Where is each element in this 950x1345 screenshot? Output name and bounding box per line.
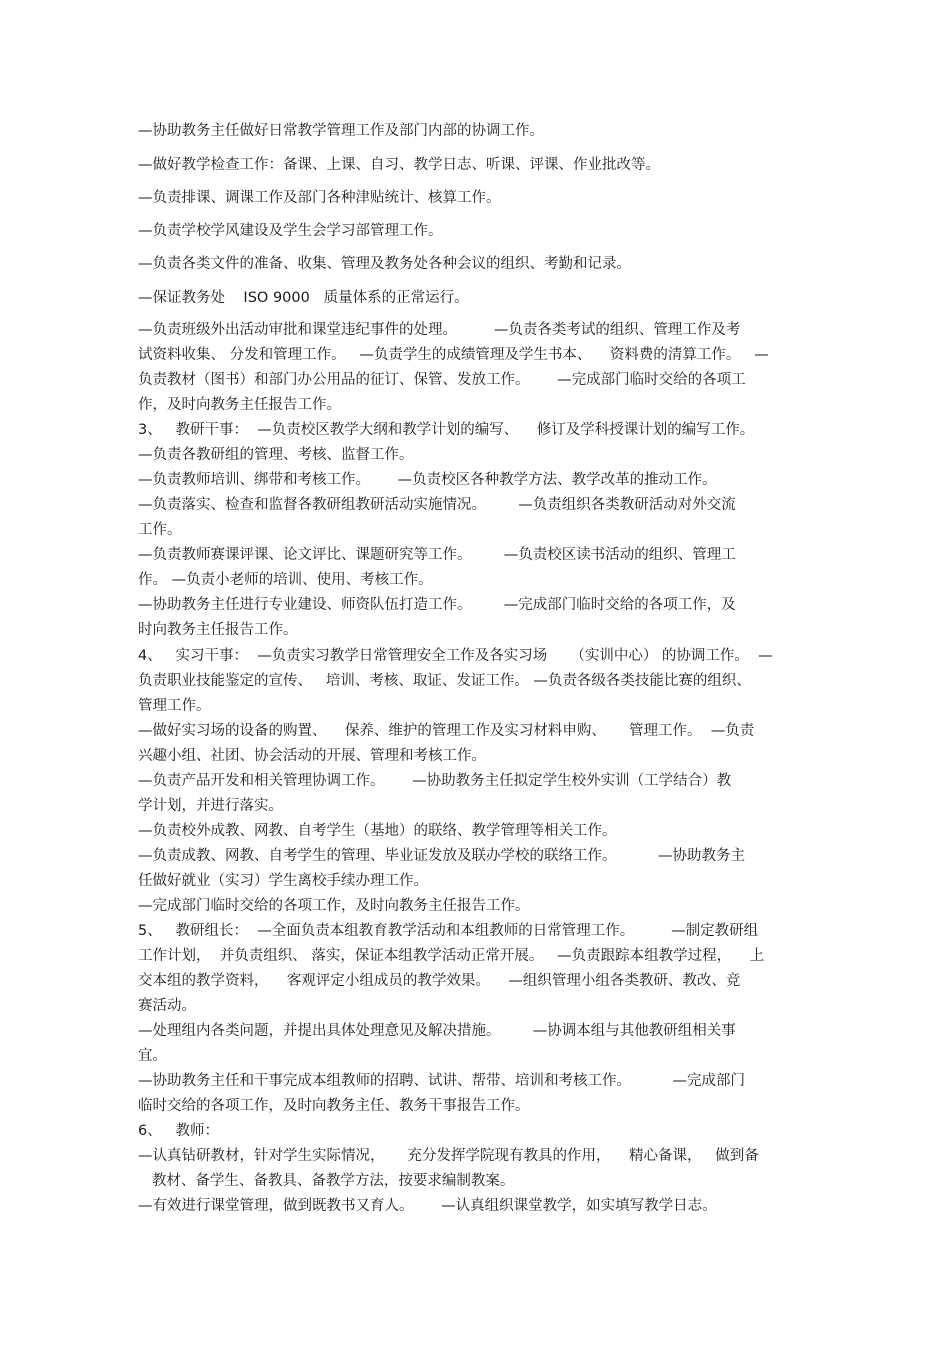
text-line: —负责学校学风建设及学生会学习部管理工作。 (138, 223, 443, 239)
text-line: 5、 教研组长： —全面负责本组教育教学活动和本组教师的日常管理工作。 —制定教研组 (138, 923, 759, 939)
text-line: 3、 教研干事： —负责校区教学大纲和教学计划的编写、 修订及学科授课计划的编写工作。 (138, 422, 755, 438)
text-line: —做好实习场的设备的购置、 保养、维护的管理工作及实习材料申购、 管理工作。 —负责 (138, 723, 755, 739)
text-line: —负责成教、网教、自考学生的管理、毕业证发放及联办学校的联络工作。 —协助教务主 (138, 848, 745, 864)
text-line: —负责各类文件的准备、收集、管理及教务处各种会议的组织、考勤和记录。 (138, 256, 631, 272)
text-line: 任做好就业（实习）学生离校手续办理工作。 (138, 873, 428, 889)
text-line: —负责班级外出活动审批和课堂违纪事件的处理。 —负责各类考试的组织、管理工作及考 (138, 322, 741, 338)
text-line: —协助教务主任做好日常教学管理工作及部门内部的协调工作。 (138, 123, 544, 139)
text-line: —协助教务主任和干事完成本组教师的招聘、试讲、帮带、培训和考核工作。 —完成部门 (138, 1073, 745, 1089)
text-line: —做好教学检查工作：备课、上课、自习、教学日志、听课、评课、作业批改等。 (138, 157, 660, 173)
text-line: —负责教师培训、绑带和考核工作。 —负责校区各种教学方法、教学改革的推动工作。 (138, 472, 717, 488)
text-line: —认真钻研教材，针对学生实际情况， 充分发挥学院现有教具的作用， 精心备课， 做到备 (138, 1148, 759, 1164)
text-line: 作，及时向教务主任报告工作。 (138, 397, 341, 413)
text-line: 学计划，并进行落实。 (138, 798, 283, 814)
text-line: 4、 实习干事： —负责实习教学日常管理安全工作及各实习场 （实训中心） 的协调工作。 — (138, 648, 773, 664)
text-line: 工作。 (138, 522, 182, 538)
text-line: —负责产品开发和相关管理协调工作。 —协助教务主任拟定学生校外实训（工学结合）教 (138, 773, 732, 789)
text-line: 教材、备学生、备教具、备教学方法，按要求编制教案。 (138, 1173, 515, 1189)
text-line: 工作计划， 并负责组织、 落实，保证本组教学活动正常开展。 —负责跟踪本组教学过程， 上 (138, 948, 765, 964)
text-line: —负责教师赛课评课、论文评比、课题研究等工作。 —负责校区读书活动的组织、管理工 (138, 547, 736, 563)
text-line: 负责教材（图书）和部门办公用品的征订、保管、发放工作。 —完成部门临时交给的各项工 (138, 372, 746, 388)
text-line: —负责排课、调课工作及部门各种津贴统计、核算工作。 (138, 190, 501, 206)
text-line: 管理工作。 (138, 698, 211, 714)
text-line: —协助教务主任进行专业建设、师资队伍打造工作。 —完成部门临时交给的各项工作，及 (138, 597, 736, 613)
text-line: —完成部门临时交给的各项工作，及时向教务主任报告工作。 (138, 898, 530, 914)
text-line: 交本组的教学资料， 客观评定小组成员的教学效果。 —组织管理小组各类教研、教改、竞 (138, 973, 741, 989)
text-line: 6、 教师： (138, 1123, 220, 1139)
text-line: 赛活动。 (138, 998, 196, 1014)
text-line: 临时交给的各项工作，及时向教务主任、教务干事报告工作。 (138, 1098, 530, 1114)
text-line: —负责校外成教、网教、自考学生（基地）的联络、教学管理等相关工作。 (138, 823, 617, 839)
text-line: 宜。 (138, 1048, 167, 1064)
text-line: 作。 —负责小老师的培训、使用、考核工作。 (138, 572, 433, 588)
text-line: 兴趣小组、社团、协会活动的开展、管理和考核工作。 (138, 748, 486, 764)
text-line: 时向教务主任报告工作。 (138, 622, 298, 638)
text-line: —有效进行课堂管理，做到既教书又育人。 —认真组织课堂教学，如实填写教学日志。 (138, 1198, 717, 1214)
text-line: —处理组内各类问题，并提出具体处理意见及解决措施。 —协调本组与其他教研组相关事 (138, 1023, 736, 1039)
text-line: —负责各教研组的管理、考核、监督工作。 (138, 447, 414, 463)
text-line: —负责落实、检查和监督各教研组教研活动实施情况。 —负责组织各类教研活动对外交流 (138, 497, 736, 513)
text-line: 试资料收集、 分发和管理工作。 —负责学生的成绩管理及学生书本、 资料费的清算工作。 — (138, 347, 769, 363)
text-line: 负责职业技能鉴定的宣传、 培训、考核、取证、发证工作。 —负责各级各类技能比赛的组织、 (138, 673, 751, 689)
text-line: —保证教务处 ISO 9000 质量体系的正常运行。 (138, 290, 469, 306)
